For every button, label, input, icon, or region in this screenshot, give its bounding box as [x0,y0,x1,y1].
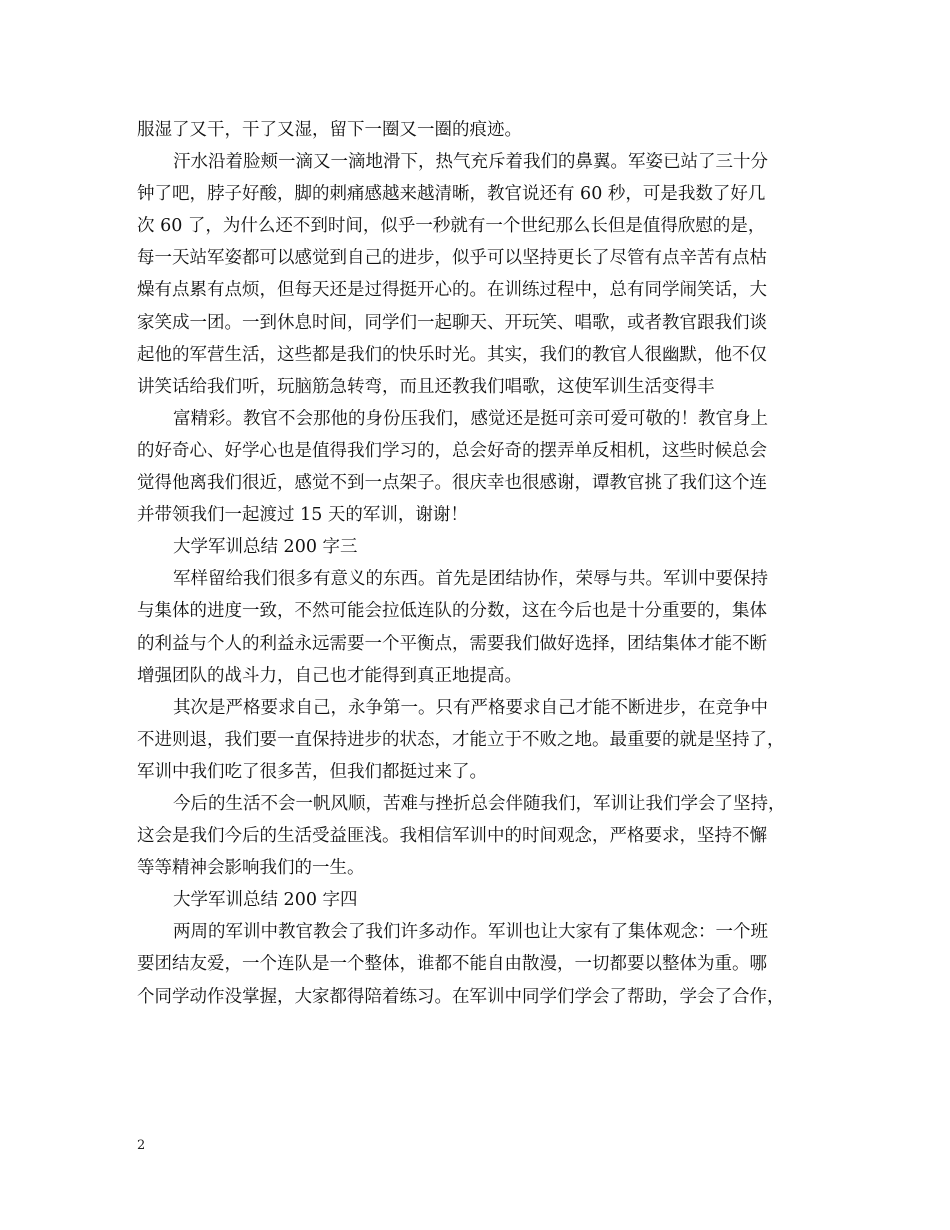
text-line: 的利益与个人的利益永远需要一个平衡点，需要我们做好选择，团结集体才能不断 [137,633,767,654]
text-line: 与集体的进度一致，不然可能会拉低连队的分数，这在今后也是十分重要的，集体 [137,601,767,622]
text-line: 军样留给我们很多有意义的东西。首先是团结协作，荣辱与共。军训中要保持 [173,569,768,590]
text-line: 燥有点累有点烦，但每天还是过得挺开心的。在训练过程中，总有同学闹笑话，大 [137,280,767,301]
section-heading: 大学军训总结 200 字四 [173,890,358,911]
text-line: 不进则退，我们要一直保持进步的状态，才能立于不败之地。最重要的就是坚持了， [137,729,785,750]
text-line: 次 60 了，为什么还不到时间，似乎一秒就有一个世纪那么长但是值得欣慰的是， [137,216,766,237]
text-line: 服湿了又干，干了又湿，留下一圈又一圈的痕迹。 [137,120,522,140]
document-body [137,114,827,1013]
text-line: 要团结友爱，一个连队是一个整体，谁都不能自由散漫，一切都要以整体为重。哪 [137,954,767,975]
text-line: 钟了吧，脖子好酸，脚的刺痛感越来越清晰，教官说还有 60 秒，可是我数了好几 [137,184,766,205]
text-line: 军训中我们吃了很多苦，但我们都挺过来了。 [137,761,487,782]
text-line: 今后的生活不会一帆风顺，苦难与挫折总会伴随我们，军训让我们学会了坚持， [173,793,786,814]
page-number: 2 [137,1138,146,1153]
text-line: 两周的军训中教官教会了我们许多动作。军训也让大家有了集体观念：一个班 [173,922,768,943]
text-line: 起他的军营生活，这些都是我们的快乐时光。其实，我们的教官人很幽默，他不仅 [137,344,767,365]
text-line: 富精彩。教官不会那他的身份压我们，感觉还是挺可亲可爱可敬的！教官身上 [173,408,768,429]
text-line: 其次是严格要求自己，永争第一。只有严格要求自己才能不断进步，在竞争中 [173,697,768,718]
text-line: 的好奇心、好学心也是值得我们学习的，总会好奇的摆弄单反相机，这些时候总会 [137,440,767,461]
section-heading: 大学军训总结 200 字三 [173,537,358,558]
text-line: 个同学动作没掌握，大家都得陪着练习。在军训中同学们学会了帮助，学会了合作， [137,986,785,1007]
text-line: 讲笑话给我们听，玩脑筋急转弯，而且还教我们唱歌，这使军训生活变得丰 [137,376,715,397]
text-line: 每一天站军姿都可以感觉到自己的进步，似乎可以坚持更长了尽管有点辛苦有点枯 [137,248,767,269]
text-line: 等等精神会影响我们的一生。 [137,858,365,879]
text-line: 这会是我们今后的生活受益匪浅。我相信军训中的时间观念，严格要求，坚持不懈 [137,826,767,847]
text-line: 增强团队的战斗力，自己也才能得到真正地提高。 [137,665,522,686]
text-line: 并带领我们一起渡过 15 天的军训，谢谢！ [137,505,468,526]
text-line: 家笑成一团。一到休息时间，同学们一起聊天、开玩笑、唱歌，或者教官跟我们谈 [137,312,767,333]
text-line: 觉得他离我们很近，感觉不到一点架子。很庆幸也很感谢，谭教官挑了我们这个连 [137,473,767,494]
text-line: 汗水沿着脸颊一滴又一滴地滑下，热气充斥着我们的鼻翼。军姿已站了三十分 [173,152,768,173]
